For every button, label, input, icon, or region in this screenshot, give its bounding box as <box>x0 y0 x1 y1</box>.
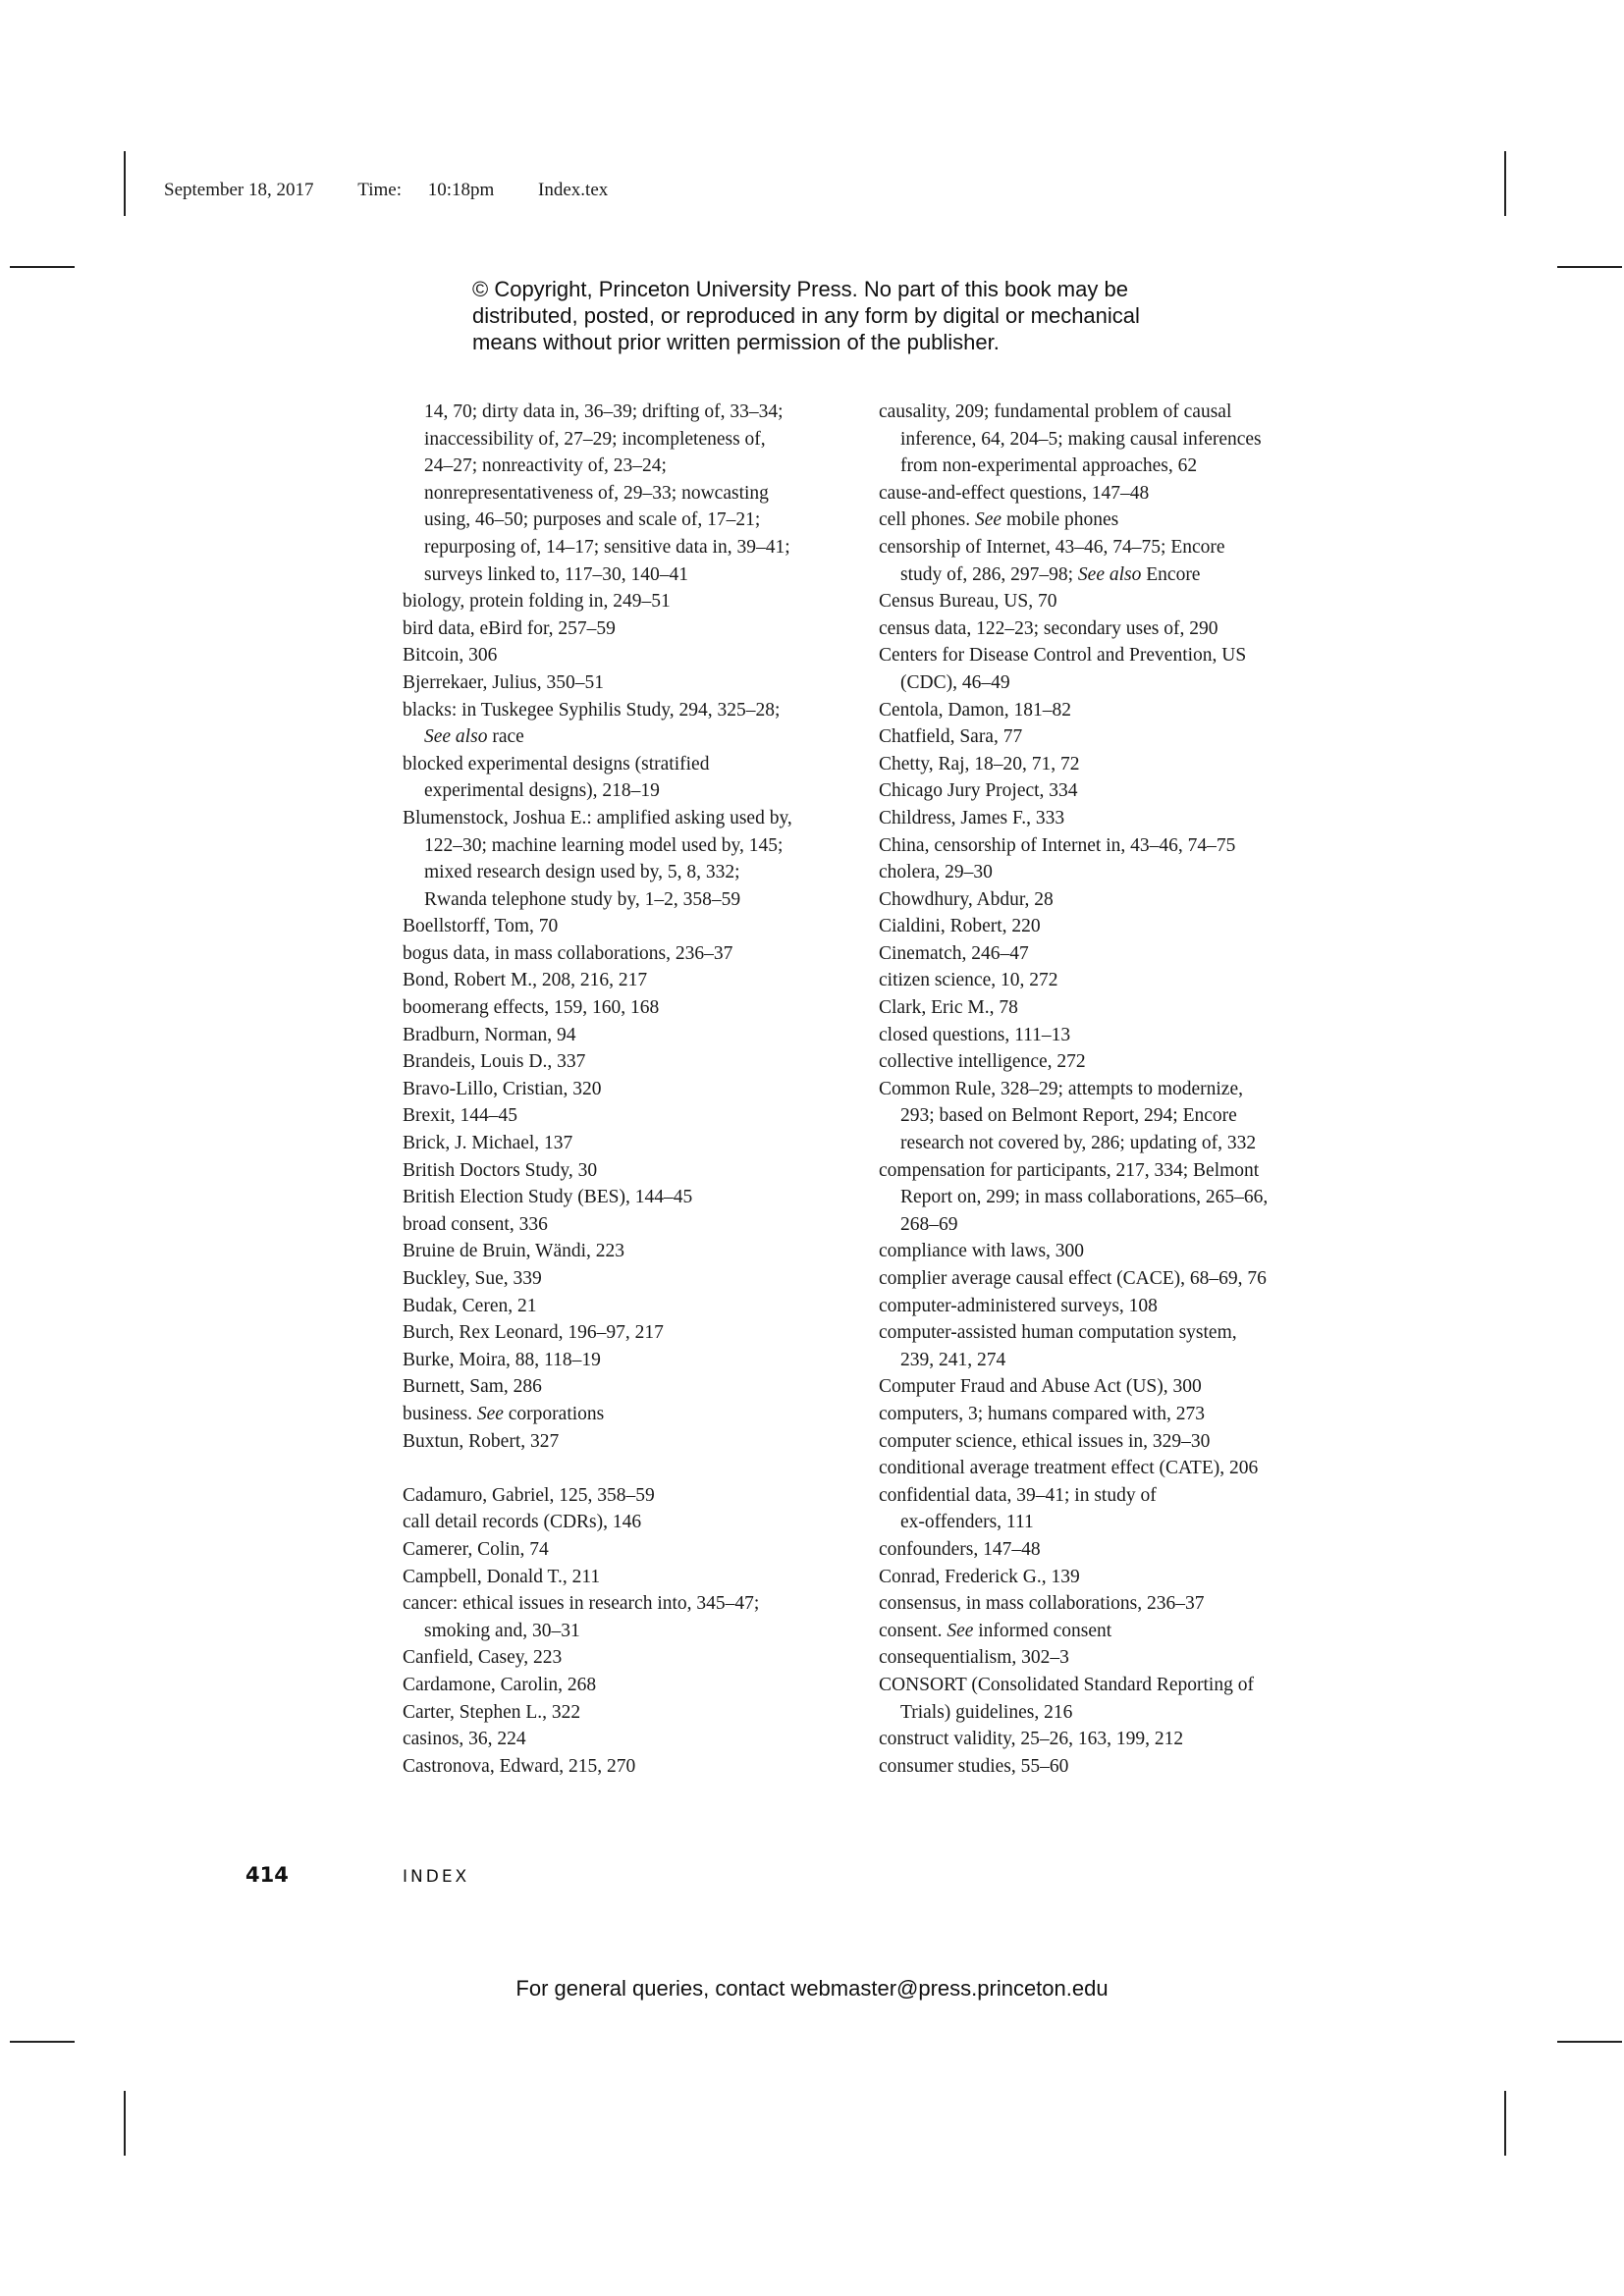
see-target: corporations <box>503 1403 605 1424</box>
crop-mark <box>1557 266 1622 268</box>
entry-text: Budak, Ceren, 21 <box>403 1295 537 1316</box>
entry-text: consent. <box>879 1620 947 1641</box>
index-entry <box>879 480 1321 507</box>
index-entry <box>879 805 1321 832</box>
index-entry <box>879 1319 1321 1347</box>
entry-text: 14, 70; dirty data in, 36–39; drifting of, 33–34; <box>424 401 784 422</box>
entry-text: repurposing of, 14–17; sensitive data in, 39–41; <box>424 536 790 558</box>
see-target: mobile phones <box>1001 509 1119 531</box>
entry-text: complier average causal effect (CACE), 68–69, 76 <box>879 1268 1267 1289</box>
index-entry <box>403 805 835 832</box>
index-entry <box>879 1672 1321 1699</box>
index-entry <box>879 534 1321 561</box>
index-entry <box>403 1373 835 1401</box>
running-head: INDEX <box>403 1867 470 1887</box>
index-column-left <box>403 399 835 1780</box>
entry-text: call detail records (CDRs), 146 <box>403 1512 642 1533</box>
index-entry <box>879 1293 1321 1320</box>
crop-mark <box>124 151 126 216</box>
entry-text: Bond, Robert M., 208, 216, 217 <box>403 970 648 991</box>
index-column-right <box>879 399 1321 1780</box>
index-entry <box>403 1102 835 1130</box>
entry-text: business. <box>403 1403 477 1424</box>
index-entry-continuation <box>403 1618 835 1645</box>
index-entry-continuation <box>403 480 835 507</box>
index-entry-continuation <box>403 507 835 534</box>
entry-text: Camerer, Colin, 74 <box>403 1538 549 1560</box>
entry-text: Conrad, Frederick G., 139 <box>879 1566 1080 1587</box>
entry-text: CONSORT (Consolidated Standard Reporting of <box>879 1674 1254 1695</box>
entry-text: China, censorship of Internet in, 43–46, 74–75 <box>879 834 1236 856</box>
entry-text: using, 46–50; purposes and scale of, 17–21; <box>424 509 761 531</box>
entry-text: Burke, Moira, 88, 118–19 <box>403 1349 601 1370</box>
index-entry-continuation <box>879 1102 1321 1130</box>
entry-text: Bravo-Lillo, Cristian, 320 <box>403 1078 602 1099</box>
index-entry <box>403 1564 835 1591</box>
entry-text: Bruine de Bruin, Wändi, 223 <box>403 1241 625 1262</box>
crop-mark <box>1504 2091 1506 2156</box>
index-entry <box>403 1401 835 1428</box>
index-entry <box>879 723 1321 751</box>
see-reference: See <box>476 1403 504 1424</box>
entry-text: causality, 209; fundamental problem of causal <box>879 401 1232 422</box>
entry-text: 268–69 <box>900 1213 958 1235</box>
entry-text: confounders, 147–48 <box>879 1538 1041 1560</box>
index-entry <box>879 859 1321 886</box>
entry-text: race <box>487 726 524 748</box>
entry-text: nonrepresentativeness of, 29–33; nowcasting <box>424 482 769 504</box>
index-entry <box>403 1157 835 1185</box>
print-time-label: Time: <box>357 180 402 200</box>
index-entry <box>879 1238 1321 1265</box>
index-entry <box>879 1753 1321 1781</box>
index-entry <box>403 967 835 994</box>
index-entry <box>879 940 1321 968</box>
entry-text: mixed research design used by, 5, 8, 332; <box>424 862 740 883</box>
entry-text: Clark, Eric M., 78 <box>879 997 1018 1019</box>
index-entry <box>879 588 1321 615</box>
entry-text: Cardamone, Carolin, 268 <box>403 1674 597 1695</box>
crop-mark <box>1557 2041 1622 2043</box>
copyright-line: distributed, posted, or reproduced in any form by digital or mechanical <box>472 303 1140 328</box>
index-entry <box>403 1428 835 1456</box>
see-target: Encore <box>1141 563 1201 585</box>
index-entry-continuation <box>879 669 1321 697</box>
index-entry <box>403 1672 835 1699</box>
entry-text: compensation for participants, 217, 334; Belmont <box>879 1159 1260 1181</box>
index-entry <box>403 1644 835 1672</box>
entry-text: cause-and-effect questions, 147–48 <box>879 482 1150 504</box>
entry-text: Census Bureau, US, 70 <box>879 591 1057 613</box>
entry-text: inaccessibility of, 27–29; incompleteness of, <box>424 428 766 450</box>
index-entry <box>403 1076 835 1103</box>
entry-text: computer-administered surveys, 108 <box>879 1295 1158 1316</box>
entry-text: Brexit, 144–45 <box>403 1105 517 1127</box>
entry-text: Cialdini, Robert, 220 <box>879 916 1041 937</box>
index-entry-continuation <box>879 453 1321 480</box>
index-entry <box>879 1564 1321 1591</box>
entry-text: Canfield, Casey, 223 <box>403 1647 563 1669</box>
index-entry <box>879 1048 1321 1076</box>
entry-text: Trials) guidelines, 216 <box>900 1701 1073 1723</box>
index-entry <box>879 1455 1321 1482</box>
entry-text: compliance with laws, 300 <box>879 1241 1085 1262</box>
index-entry <box>403 1130 835 1157</box>
entry-text: blacks: in Tuskegee Syphilis Study, 294, 325–28; <box>403 699 781 721</box>
entry-text: Carter, Stephen L., 322 <box>403 1701 581 1723</box>
entry-text: broad consent, 336 <box>403 1213 548 1235</box>
index-entry <box>403 1699 835 1727</box>
index-entry-continuation <box>403 561 835 589</box>
entry-text: biology, protein folding in, 249–51 <box>403 591 671 613</box>
index-entry-continuation <box>403 453 835 480</box>
see-reference: See <box>975 509 1002 531</box>
entry-text: Computer Fraud and Abuse Act (US), 300 <box>879 1376 1202 1398</box>
index-entry <box>403 615 835 643</box>
index-entry <box>403 1482 835 1510</box>
index-entry <box>879 615 1321 643</box>
index-entry <box>879 1373 1321 1401</box>
entry-text: Childress, James F., 333 <box>879 807 1065 828</box>
index-entry <box>879 886 1321 914</box>
entry-text: 293; based on Belmont Report, 294; Encore <box>900 1105 1237 1127</box>
entry-text: bird data, eBird for, 257–59 <box>403 617 616 639</box>
entry-text: boomerang effects, 159, 160, 168 <box>403 997 660 1019</box>
index-entry <box>879 1022 1321 1049</box>
entry-text: citizen science, 10, 272 <box>879 970 1058 991</box>
index-entry-continuation <box>879 561 1321 589</box>
entry-text: consensus, in mass collaborations, 236–37 <box>879 1593 1205 1615</box>
entry-text: Boellstorff, Tom, 70 <box>403 916 559 937</box>
entry-text: Castronova, Edward, 215, 270 <box>403 1755 636 1777</box>
index-entry-continuation <box>879 1211 1321 1239</box>
index-entry <box>403 1238 835 1265</box>
index-entry <box>403 1184 835 1211</box>
entry-text: Campbell, Donald T., 211 <box>403 1566 601 1587</box>
index-entry <box>879 1265 1321 1293</box>
index-entry-continuation <box>879 1184 1321 1211</box>
index-entry <box>879 507 1321 534</box>
index-entry-continuation <box>403 723 835 751</box>
contact-line: For general queries, contact webmaster@press.princeton.edu <box>515 1976 1109 2001</box>
entry-text: computer-assisted human computation system, <box>879 1322 1237 1344</box>
see-reference: See also <box>424 726 488 748</box>
crop-mark <box>10 2041 75 2043</box>
entry-text: 239, 241, 274 <box>900 1349 1006 1370</box>
index-entry <box>403 1048 835 1076</box>
copyright-line: means without prior written permission of the publisher. <box>472 330 1000 354</box>
entry-text: Centers for Disease Control and Prevention, US <box>879 645 1247 667</box>
entry-text: consumer studies, 55–60 <box>879 1755 1069 1777</box>
entry-text: experimental designs), 218–19 <box>424 780 660 802</box>
index-entry <box>403 913 835 940</box>
entry-text: Burch, Rex Leonard, 196–97, 217 <box>403 1322 664 1344</box>
entry-text: Chetty, Raj, 18–20, 71, 72 <box>879 753 1080 774</box>
crop-mark <box>10 266 75 268</box>
index-entry <box>403 940 835 968</box>
entry-text: cancer: ethical issues in research into, 345–47; <box>403 1593 760 1615</box>
entry-text: Report on, 299; in mass collaborations, 265–66, <box>900 1187 1269 1208</box>
entry-text: surveys linked to, 117–30, 140–41 <box>424 563 689 585</box>
entry-text: bogus data, in mass collaborations, 236–37 <box>403 942 733 964</box>
index-entry-continuation <box>403 426 835 454</box>
entry-text: Buxtun, Robert, 327 <box>403 1430 560 1452</box>
entry-text: Chatfield, Sara, 77 <box>879 726 1023 748</box>
entry-text: construct validity, 25–26, 163, 199, 212 <box>879 1729 1184 1750</box>
index-entry <box>403 1211 835 1239</box>
entry-text: British Doctors Study, 30 <box>403 1159 598 1181</box>
entry-text: study of, 286, 297–98; <box>900 563 1078 585</box>
index-entry <box>403 1536 835 1564</box>
index-entry-continuation <box>403 534 835 561</box>
crop-mark <box>1504 151 1506 216</box>
index-entry <box>879 994 1321 1022</box>
entry-text: confidential data, 39–41; in study of <box>879 1484 1157 1506</box>
entry-text: computer science, ethical issues in, 329–30 <box>879 1430 1211 1452</box>
entry-text: closed questions, 111–13 <box>879 1024 1071 1045</box>
index-entry <box>403 1753 835 1781</box>
index-entry <box>403 1590 835 1618</box>
letter-group-gap <box>403 1455 835 1482</box>
index-entry <box>879 967 1321 994</box>
entry-text: (CDC), 46–49 <box>900 671 1010 693</box>
copyright-line: © Copyright, Princeton University Press. No part of this book may be <box>472 277 1128 301</box>
index-entry <box>879 697 1321 724</box>
entry-text: cell phones. <box>879 509 976 531</box>
index-entry <box>879 1590 1321 1618</box>
entry-text: censorship of Internet, 43–46, 74–75; Encore <box>879 536 1225 558</box>
index-entry <box>879 1482 1321 1510</box>
index-entry <box>403 1509 835 1536</box>
entry-text: Buckley, Sue, 339 <box>403 1268 542 1289</box>
entry-text: Bjerrekaer, Julius, 350–51 <box>403 671 605 693</box>
index-entry <box>403 588 835 615</box>
index-entry-continuation <box>403 859 835 886</box>
entry-text: consequentialism, 302–3 <box>879 1647 1069 1669</box>
entry-text: smoking and, 30–31 <box>424 1620 580 1641</box>
index-entry <box>403 1265 835 1293</box>
entry-text: Chicago Jury Project, 334 <box>879 780 1078 802</box>
entry-text: Brandeis, Louis D., 337 <box>403 1051 586 1073</box>
entry-text: Common Rule, 328–29; attempts to modernize, <box>879 1078 1243 1099</box>
print-time: 10:18pm <box>427 180 495 200</box>
index-entry <box>403 1022 835 1049</box>
entry-text: British Election Study (BES), 144–45 <box>403 1187 693 1208</box>
entry-text: Cinematch, 246–47 <box>879 942 1029 964</box>
index-entry <box>879 1726 1321 1753</box>
index-entry-continuation <box>403 399 835 426</box>
entry-text: Centola, Damon, 181–82 <box>879 699 1072 721</box>
entry-text: from non-experimental approaches, 62 <box>900 455 1198 477</box>
index-entry <box>879 832 1321 860</box>
index-entry <box>403 1347 835 1374</box>
entry-text: Blumenstock, Joshua E.: amplified asking used by, <box>403 807 792 828</box>
entry-text: conditional average treatment effect (CATE), 206 <box>879 1458 1259 1479</box>
entry-text: inference, 64, 204–5; making causal inferences <box>900 428 1262 450</box>
index-entry <box>879 777 1321 805</box>
entry-text: ex-offenders, 111 <box>900 1512 1034 1533</box>
entry-text: census data, 122–23; secondary uses of, 290 <box>879 617 1218 639</box>
index-entry <box>403 697 835 724</box>
index-entry-continuation <box>879 1130 1321 1157</box>
index-entry <box>403 1726 835 1753</box>
index-entry <box>403 1293 835 1320</box>
index-entry <box>879 1076 1321 1103</box>
entry-text: Cadamuro, Gabriel, 125, 358–59 <box>403 1484 655 1506</box>
index-entry <box>879 1401 1321 1428</box>
entry-text: Burnett, Sam, 286 <box>403 1376 542 1398</box>
index-entry <box>879 399 1321 426</box>
index-entry-continuation <box>403 777 835 805</box>
entry-text: Bradburn, Norman, 94 <box>403 1024 576 1045</box>
index-entry <box>879 751 1321 778</box>
index-entry <box>403 669 835 697</box>
index-entry <box>879 1536 1321 1564</box>
index-entry <box>879 642 1321 669</box>
crop-mark <box>124 2091 126 2156</box>
entry-text: 24–27; nonreactivity of, 23–24; <box>424 455 667 477</box>
index-entry <box>879 1428 1321 1456</box>
index-entry <box>403 751 835 778</box>
index-entry-continuation <box>403 832 835 860</box>
index-entry-continuation <box>879 1347 1321 1374</box>
entry-text: cholera, 29–30 <box>879 862 993 883</box>
index-entry <box>879 1157 1321 1185</box>
index-entry-continuation <box>879 1509 1321 1536</box>
print-date: September 18, 2017 <box>164 180 314 200</box>
index-entry-continuation <box>879 426 1321 454</box>
entry-text: casinos, 36, 224 <box>403 1729 526 1750</box>
index-entry <box>403 1319 835 1347</box>
index-entry <box>879 1644 1321 1672</box>
entry-text: collective intelligence, 272 <box>879 1051 1086 1073</box>
entry-text: Rwanda telephone study by, 1–2, 358–59 <box>424 888 741 910</box>
print-header <box>164 180 608 201</box>
see-reference: See <box>947 1620 974 1641</box>
copyright-notice <box>472 276 1218 355</box>
entry-text: Chowdhury, Abdur, 28 <box>879 888 1054 910</box>
index-entry <box>403 642 835 669</box>
index-entry-continuation <box>879 1699 1321 1727</box>
index-entry <box>879 1618 1321 1645</box>
index-entry <box>403 994 835 1022</box>
index-entry <box>879 913 1321 940</box>
see-target: informed consent <box>973 1620 1112 1641</box>
entry-text: blocked experimental designs (stratified <box>403 753 710 774</box>
page-number: 414 <box>245 1863 289 1887</box>
entry-text: computers, 3; humans compared with, 273 <box>879 1403 1205 1424</box>
print-filename: Index.tex <box>538 180 609 200</box>
entry-text: 122–30; machine learning model used by, 145; <box>424 834 784 856</box>
entry-text: Bitcoin, 306 <box>403 645 498 667</box>
index-entry-continuation <box>403 886 835 914</box>
entry-text: research not covered by, 286; updating of, 332 <box>900 1133 1257 1154</box>
see-reference: See also <box>1077 563 1142 585</box>
entry-text: Brick, J. Michael, 137 <box>403 1133 573 1154</box>
